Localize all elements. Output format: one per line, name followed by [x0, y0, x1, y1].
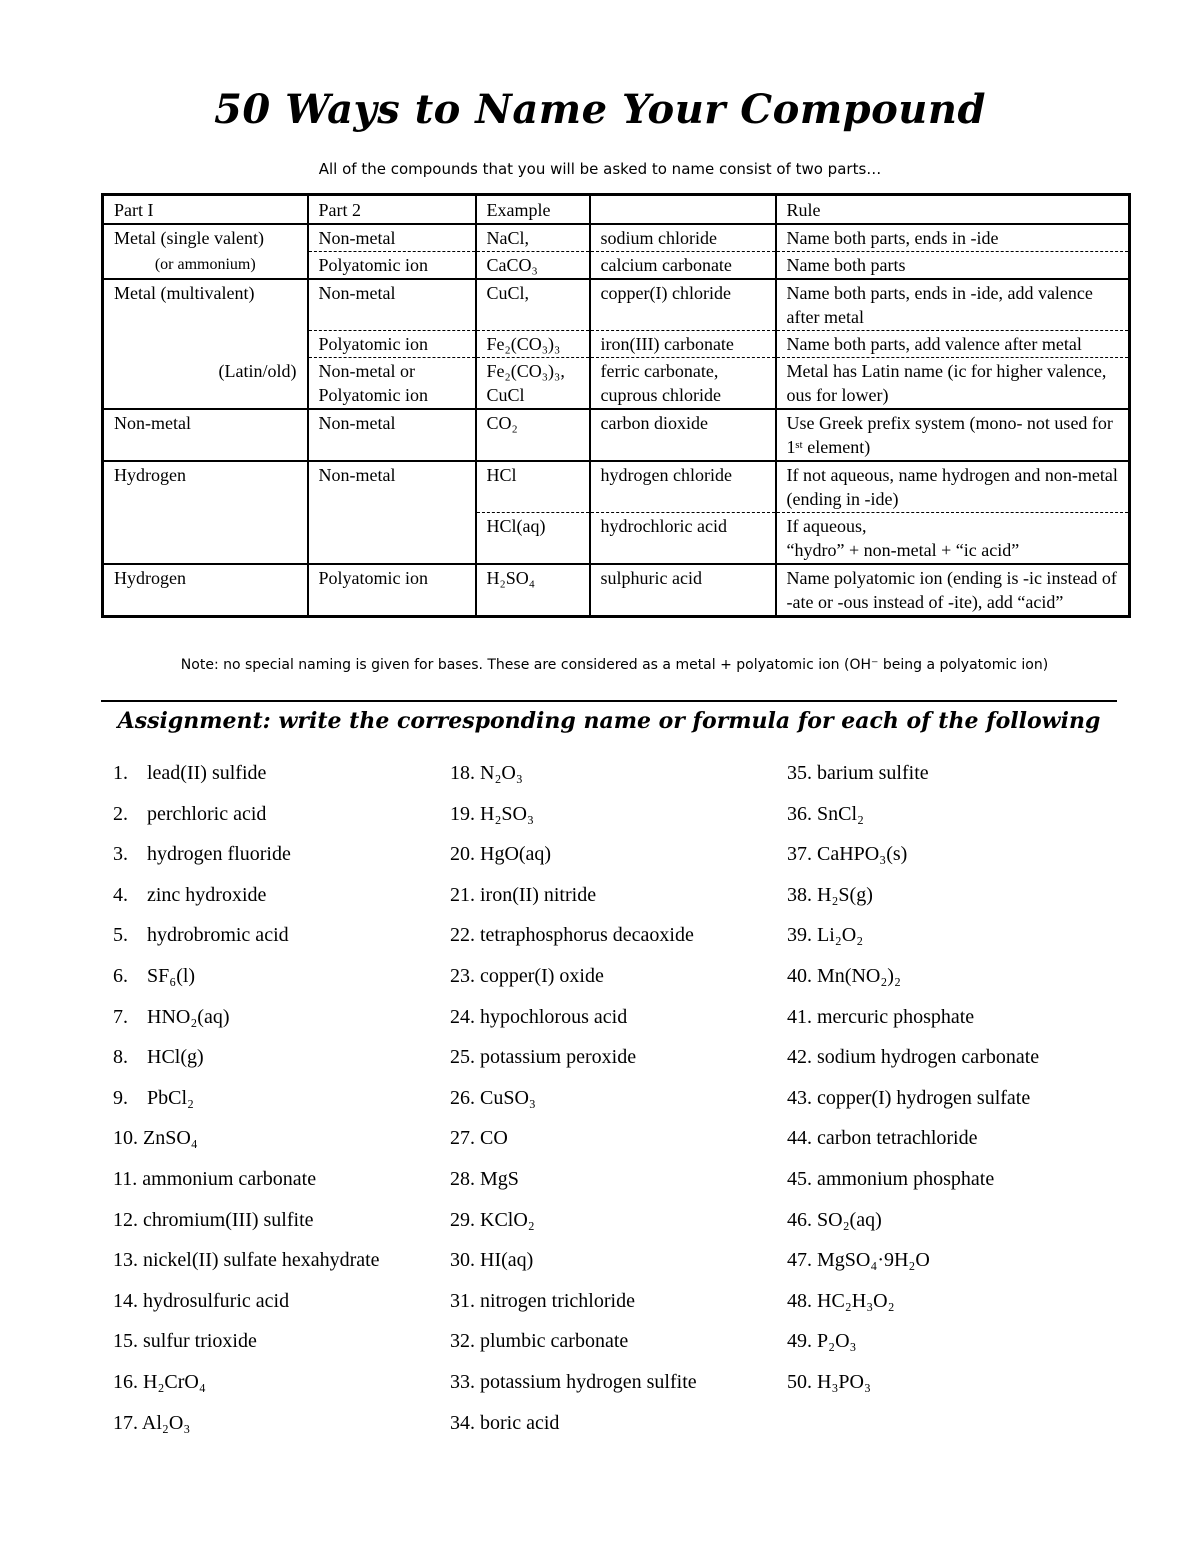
- list-item: 22. tetraphosphorus decaoxide: [450, 924, 694, 947]
- list-item: 35. barium sulfite: [787, 762, 929, 784]
- header-cell: Part 2: [308, 195, 476, 225]
- list-item: 19. H₂SO₃: [450, 802, 534, 825]
- part2-cell: [308, 513, 476, 565]
- item-text: hydrogen fluoride: [147, 843, 291, 866]
- header-cell: Example: [476, 195, 590, 225]
- item-text: barium sulfite: [817, 762, 929, 784]
- rule-cell: Name both parts, ends in -ide, add valence after metal: [776, 279, 1130, 331]
- item-text: potassium peroxide: [480, 1046, 637, 1069]
- table-row: [103, 224, 1130, 252]
- list-item: 49. P₂O₃: [787, 1330, 857, 1353]
- list-item: 44. carbon tetrachloride: [787, 1127, 978, 1150]
- item-text: zinc hydroxide: [147, 883, 267, 906]
- item-text: sodium hydrogen carbonate: [817, 1046, 1040, 1069]
- example-cell: HCl(aq): [476, 513, 590, 565]
- assignment-heading: Assignment: write the corresponding name or formula for each of the following: [117, 708, 1101, 734]
- question-column-2: [450, 760, 780, 1450]
- item-text: SF₆(l): [147, 964, 196, 987]
- example-cell: CO₂: [476, 409, 590, 461]
- table-row: [103, 331, 1130, 358]
- table-row: [103, 358, 1130, 410]
- item-text: hydrosulfuric acid: [143, 1289, 290, 1312]
- part2-cell: Non-metal or Polyatomic ion: [308, 358, 476, 410]
- item-text: CO: [480, 1127, 508, 1150]
- item-text: SO₂(aq): [817, 1208, 882, 1231]
- list-item: 11. ammonium carbonate: [113, 1167, 317, 1190]
- list-item: 3. hydrogen fluoride: [113, 843, 291, 866]
- name-cell: copper(I) chloride: [590, 279, 776, 331]
- item-text: Li₂O₂: [817, 924, 864, 947]
- part1-cell: (or ammonium): [103, 252, 308, 280]
- item-text: nitrogen trichloride: [480, 1289, 635, 1312]
- name-cell: hydrogen chloride: [590, 461, 776, 513]
- item-text: MgS: [480, 1167, 519, 1190]
- list-item: 38. H₂S(g): [787, 883, 873, 906]
- list-item: 15. sulfur trioxide: [113, 1330, 257, 1353]
- list-item: 31. nitrogen trichloride: [450, 1289, 635, 1312]
- list-item: 27. CO: [450, 1127, 508, 1150]
- name-cell: hydrochloric acid: [590, 513, 776, 565]
- item-text: HC₂H₃O₂: [817, 1289, 895, 1312]
- list-item: 34. boric acid: [450, 1411, 560, 1434]
- list-item: 39. Li₂O₂: [787, 924, 864, 947]
- table-header-row: [103, 195, 1130, 225]
- item-text: mercuric phosphate: [817, 1005, 975, 1028]
- item-text: P₂O₃: [817, 1330, 857, 1353]
- item-text: PbCl₂: [147, 1086, 194, 1109]
- item-text: copper(I) oxide: [480, 964, 604, 987]
- question-column-3: [787, 760, 1117, 1410]
- list-item: 41. mercuric phosphate: [787, 1005, 975, 1028]
- table-row: [103, 252, 1130, 280]
- list-item: 21. iron(II) nitride: [450, 883, 597, 906]
- part1-cell: Metal (multivalent): [103, 279, 308, 331]
- table-row: [103, 409, 1130, 461]
- item-text: boric acid: [480, 1411, 560, 1434]
- item-text: ammonium carbonate: [142, 1167, 317, 1190]
- list-item: 12. chromium(III) sulfite: [113, 1208, 314, 1231]
- item-text: perchloric acid: [147, 802, 267, 825]
- list-item: 25. potassium peroxide: [450, 1046, 637, 1069]
- item-text: potassium hydrogen sulfite: [480, 1370, 697, 1393]
- item-text: tetraphosphorus decaoxide: [480, 924, 694, 947]
- header-cell: Rule: [776, 195, 1130, 225]
- example-cell: CaCO₃: [476, 252, 590, 280]
- item-text: ammonium phosphate: [817, 1167, 995, 1190]
- list-item: 2. perchloric acid: [113, 802, 267, 825]
- name-cell: sodium chloride: [590, 224, 776, 252]
- list-item: 50. H₃PO₃: [787, 1370, 871, 1393]
- list-item: 47. MgSO₄·9H₂O: [787, 1249, 930, 1272]
- rule-line-b: “hydro” + non-metal + “ic acid”: [786, 540, 1020, 560]
- part2-cell: Non-metal: [308, 224, 476, 252]
- list-item: 17. Al₂O₃: [113, 1411, 191, 1434]
- list-item: 26. CuSO₃: [450, 1086, 536, 1109]
- part2-cell: Non-metal: [308, 461, 476, 513]
- item-text: copper(I) hydrogen sulfate: [817, 1086, 1031, 1109]
- name-cell: sulphuric acid: [590, 564, 776, 617]
- table-row: [103, 564, 1130, 617]
- example-cell: Fe₂(CO₃)₃: [476, 331, 590, 358]
- list-item: 6. SF₆(l): [113, 964, 196, 987]
- item-text: H₂SO₃: [480, 802, 534, 825]
- list-item: 32. plumbic carbonate: [450, 1330, 629, 1353]
- list-item: 46. SO₂(aq): [787, 1208, 882, 1231]
- item-text: chromium(III) sulfite: [143, 1208, 314, 1231]
- item-text: H₂S(g): [817, 883, 873, 906]
- list-item: 4. zinc hydroxide: [113, 883, 267, 906]
- item-text: H₂CrO₄: [143, 1370, 206, 1393]
- item-text: plumbic carbonate: [480, 1330, 629, 1353]
- item-text: SnCl₂: [817, 802, 864, 825]
- rule-line-a: If aqueous,: [786, 516, 867, 536]
- name-cell: ferric carbonate, cuprous chloride: [590, 358, 776, 410]
- list-item: 33. potassium hydrogen sulfite: [450, 1370, 697, 1393]
- part2-cell: Polyatomic ion: [308, 331, 476, 358]
- part1-cell: Hydrogen: [103, 564, 308, 617]
- list-item: 14. hydrosulfuric acid: [113, 1289, 290, 1312]
- list-item: 29. KClO₂: [450, 1208, 535, 1231]
- naming-rules-table: [101, 193, 1131, 618]
- part1-cell: Metal (single valent): [103, 224, 308, 252]
- part1-cell: [103, 513, 308, 565]
- item-text: iron(II) nitride: [480, 883, 597, 906]
- item-text: CaHPO₃(s): [817, 843, 908, 866]
- header-cell: [590, 195, 776, 225]
- name-cell: calcium carbonate: [590, 252, 776, 280]
- name-cell: iron(III) carbonate: [590, 331, 776, 358]
- list-item: 1. lead(II) sulfide: [113, 762, 267, 784]
- list-item: 48. HC₂H₃O₂: [787, 1289, 895, 1312]
- list-item: 36. SnCl₂: [787, 802, 864, 825]
- list-item: 8. HCl(g): [113, 1046, 204, 1069]
- item-text: HCl(g): [147, 1046, 204, 1069]
- rule-cell: If not aqueous, name hydrogen and non-metal (ending in -ide): [776, 461, 1130, 513]
- list-item: 9. PbCl₂: [113, 1086, 194, 1109]
- list-item: 10. ZnSO₄: [113, 1127, 198, 1150]
- rule-cell: Name polyatomic ion (ending is -ic instead of -ate or -ous instead of -ite), add “acid”: [776, 564, 1130, 617]
- list-item: 37. CaHPO₃(s): [787, 843, 908, 866]
- section-divider: [101, 700, 1117, 702]
- item-text: ZnSO₄: [143, 1127, 198, 1150]
- item-text: CuSO₃: [480, 1086, 536, 1109]
- item-text: Mn(NO₂)₂: [817, 964, 901, 987]
- list-item: 5. hydrobromic acid: [113, 924, 289, 947]
- example-cell: NaCl,: [476, 224, 590, 252]
- example-cell: Fe₂(CO₃)₃, CuCl: [476, 358, 590, 410]
- item-text: hypochlorous acid: [480, 1005, 628, 1028]
- question-column-1: [113, 760, 443, 1450]
- item-text: N₂O₃: [480, 762, 523, 784]
- rule-cell: Name both parts, add valence after metal: [776, 331, 1130, 358]
- list-item: 23. copper(I) oxide: [450, 964, 604, 987]
- bases-note: Note: no special naming is given for bases. These are considered as a metal + polyatomic ion (OH⁻ being a polyatomic ion): [180, 657, 1049, 673]
- part1-cell: Hydrogen: [103, 461, 308, 513]
- item-text: HgO(aq): [480, 843, 552, 866]
- table-row: [103, 279, 1130, 331]
- item-text: H₃PO₃: [817, 1370, 871, 1393]
- list-item: 45. ammonium phosphate: [787, 1167, 995, 1190]
- part2-cell: Polyatomic ion: [308, 564, 476, 617]
- page-title: 50 Ways to Name Your Compound: [214, 86, 986, 133]
- table-row: [103, 513, 1130, 565]
- part1-cell: [103, 331, 308, 358]
- list-item: 40. Mn(NO₂)₂: [787, 964, 901, 987]
- rule-cell: Use Greek prefix system (mono- not used for 1ˢᵗ element): [776, 409, 1130, 461]
- table-row: [103, 461, 1130, 513]
- item-text: HI(aq): [480, 1249, 534, 1272]
- example-cell: HCl: [476, 461, 590, 513]
- item-text: KClO₂: [480, 1208, 535, 1231]
- item-text: hydrobromic acid: [147, 924, 289, 947]
- item-text: Al₂O₃: [141, 1411, 191, 1434]
- part2-cell: Non-metal: [308, 279, 476, 331]
- list-item: 24. hypochlorous acid: [450, 1005, 628, 1028]
- list-item: 30. HI(aq): [450, 1249, 534, 1272]
- part2-cell: Non-metal: [308, 409, 476, 461]
- example-cell: CuCl,: [476, 279, 590, 331]
- page-subtitle: All of the compounds that you will be asked to name consist of two parts…: [318, 160, 882, 178]
- rule-cell: [776, 513, 1130, 565]
- list-item: 7. HNO₂(aq): [113, 1005, 230, 1028]
- item-text: sulfur trioxide: [143, 1330, 257, 1353]
- list-item: 16. H₂CrO₄: [113, 1370, 206, 1393]
- example-cell: H₂SO₄: [476, 564, 590, 617]
- item-text: MgSO₄·9H₂O: [817, 1249, 930, 1272]
- part1-cell: Non-metal: [103, 409, 308, 461]
- list-item: 20. HgO(aq): [450, 843, 552, 866]
- rule-cell: Metal has Latin name (ic for higher valence, ous for lower): [776, 358, 1130, 410]
- item-text: HNO₂(aq): [147, 1005, 230, 1028]
- item-text: carbon tetrachloride: [817, 1127, 978, 1150]
- rule-cell: Name both parts: [776, 252, 1130, 280]
- rule-cell: Name both parts, ends in -ide: [776, 224, 1130, 252]
- list-item: 28. MgS: [450, 1167, 519, 1190]
- header-cell: Part I: [103, 195, 308, 225]
- item-text: lead(II) sulfide: [147, 762, 267, 784]
- list-item: 13. nickel(II) sulfate hexahydrate: [113, 1249, 380, 1272]
- list-item: 43. copper(I) hydrogen sulfate: [787, 1086, 1031, 1109]
- part1-cell: (Latin/old): [103, 358, 308, 410]
- list-item: 42. sodium hydrogen carbonate: [787, 1046, 1040, 1069]
- name-cell: carbon dioxide: [590, 409, 776, 461]
- item-text: nickel(II) sulfate hexahydrate: [143, 1249, 380, 1272]
- part2-cell: Polyatomic ion: [308, 252, 476, 280]
- list-item: 18. N₂O₃: [450, 762, 523, 784]
